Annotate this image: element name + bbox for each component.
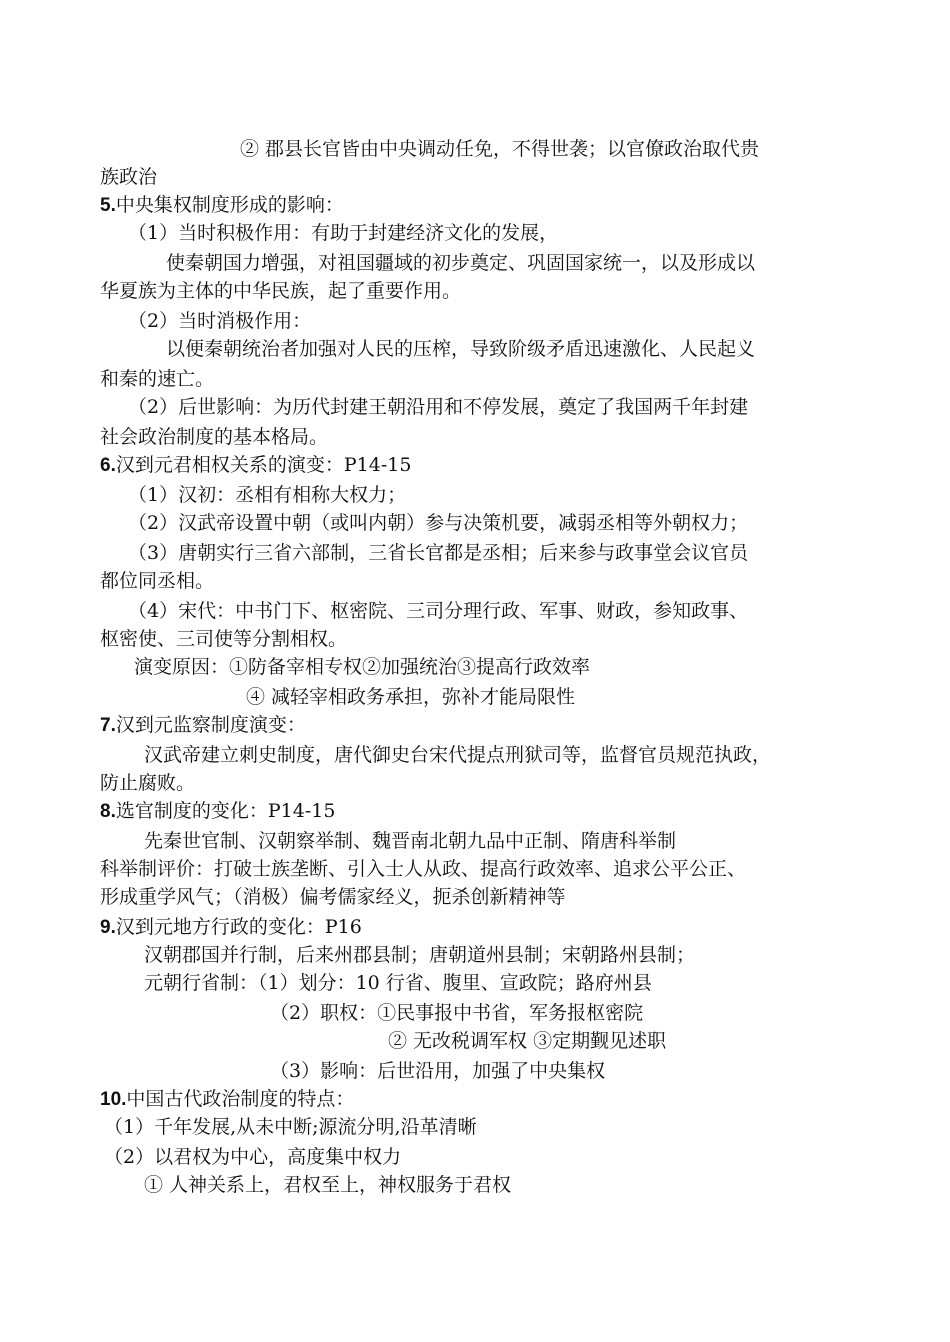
text-line: （2）当时消极作用： (128, 310, 312, 332)
text-line: ② 郡县长官皆由中央调动任免，不得世袭；以官僚政治取代贵 (240, 138, 760, 160)
text-line: （1）千年发展,从未中断;源流分明,沿革清晰 (104, 1116, 477, 1138)
text-line: 防止腐败。 (100, 772, 196, 794)
text-line: （3）影响：后世沿用，加强了中央集权 (270, 1060, 606, 1082)
section-title: 选官制度的变化：P14-15 (115, 800, 336, 822)
text-line: 使秦朝国力增强，对祖国疆域的初步奠定、巩固国家统一，以及形成以 (166, 252, 756, 274)
section-title: 中央集权制度形成的影响： (115, 194, 344, 216)
text-line: 汉武帝建立刺史制度，唐代御史台宋代提点刑狱司等，监督官员规范执政， (144, 744, 772, 766)
text-line: ② 无改税调军权 ③定期觐见述职 (388, 1030, 667, 1052)
section-number: 5. (100, 195, 116, 216)
text-line: （1）汉初：丞相有相称大权力； (128, 484, 407, 506)
text-line: 都位同丞相。 (100, 570, 215, 592)
section-title: 汉到元监察制度演变： (115, 714, 306, 736)
text-line: （2）后世影响：为历代封建王朝沿用和不停发展，奠定了我国两千年封建 (128, 396, 749, 418)
text-line: 族政治 (100, 166, 158, 188)
text-line: 形成重学风气；（消极）偏考儒家经义，扼杀创新精神等 (100, 886, 566, 908)
text-line: （3）唐朝实行三省六部制，三省长官都是丞相；后来参与政事堂会议官员 (128, 542, 749, 564)
text-line: 枢密使、三司使等分割相权。 (100, 628, 348, 650)
text-line: ① 人神关系上，君权至上，神权服务于君权 (144, 1174, 512, 1196)
text-line: （2）以君权为中心，高度集中权力 (104, 1146, 402, 1168)
section-number: 8. (100, 801, 116, 822)
text-line: （2）职权：①民事报中书省，军务报枢密院 (270, 1002, 644, 1024)
section-title: 中国古代政治制度的特点： (126, 1088, 355, 1110)
section-heading-10 (100, 1086, 354, 1112)
text-line: 元朝行省制：（1）划分：10 行省、腹里、宣政院；路府州县 (144, 972, 652, 994)
text-line: 先秦世官制、汉朝察举制、魏晋南北朝九品中正制、隋唐科举制 (144, 830, 677, 852)
section-number: 10. (100, 1089, 127, 1110)
text-line: 华夏族为主体的中华民族，起了重要作用。 (100, 280, 462, 302)
text-line: （1）当时积极作用：有助于封建经济文化的发展， (128, 222, 559, 244)
section-title: 汉到元君相权关系的演变：P14-15 (115, 454, 412, 476)
text-line: 和秦的速亡。 (100, 368, 215, 390)
section-heading-5 (100, 192, 344, 218)
section-number: 6. (100, 455, 116, 476)
section-number: 9. (100, 917, 116, 938)
text-line: 汉朝郡国并行制，后来州郡县制；唐朝道州县制；宋朝路州县制； (144, 944, 696, 966)
section-heading-8 (100, 798, 335, 824)
text-line: 科举制评价：打破士族垄断、引入士人从政、提高行政效率、追求公平公正、 (100, 858, 747, 880)
text-line: （4）宋代：中书门下、枢密院、三司分理行政、军事、财政，参知政事、 (128, 600, 749, 622)
section-heading-7 (100, 712, 306, 738)
text-line: ④ 减轻宰相政务承担，弥补才能局限性 (246, 686, 576, 708)
text-line: （2）汉武帝设置中朝（或叫内朝）参与决策机要，减弱丞相等外朝权力； (128, 512, 749, 534)
section-heading-9 (100, 914, 362, 940)
section-heading-6 (100, 452, 411, 478)
text-line: 演变原因：①防备宰相专权②加强统治③提高行政效率 (134, 656, 591, 678)
text-line: 以便秦朝统治者加强对人民的压榨，导致阶级矛盾迅速激化、人民起义 (166, 338, 756, 360)
section-number: 7. (100, 715, 116, 736)
text-line: 社会政治制度的基本格局。 (100, 426, 329, 448)
section-title: 汉到元地方行政的变化：P16 (115, 916, 362, 938)
